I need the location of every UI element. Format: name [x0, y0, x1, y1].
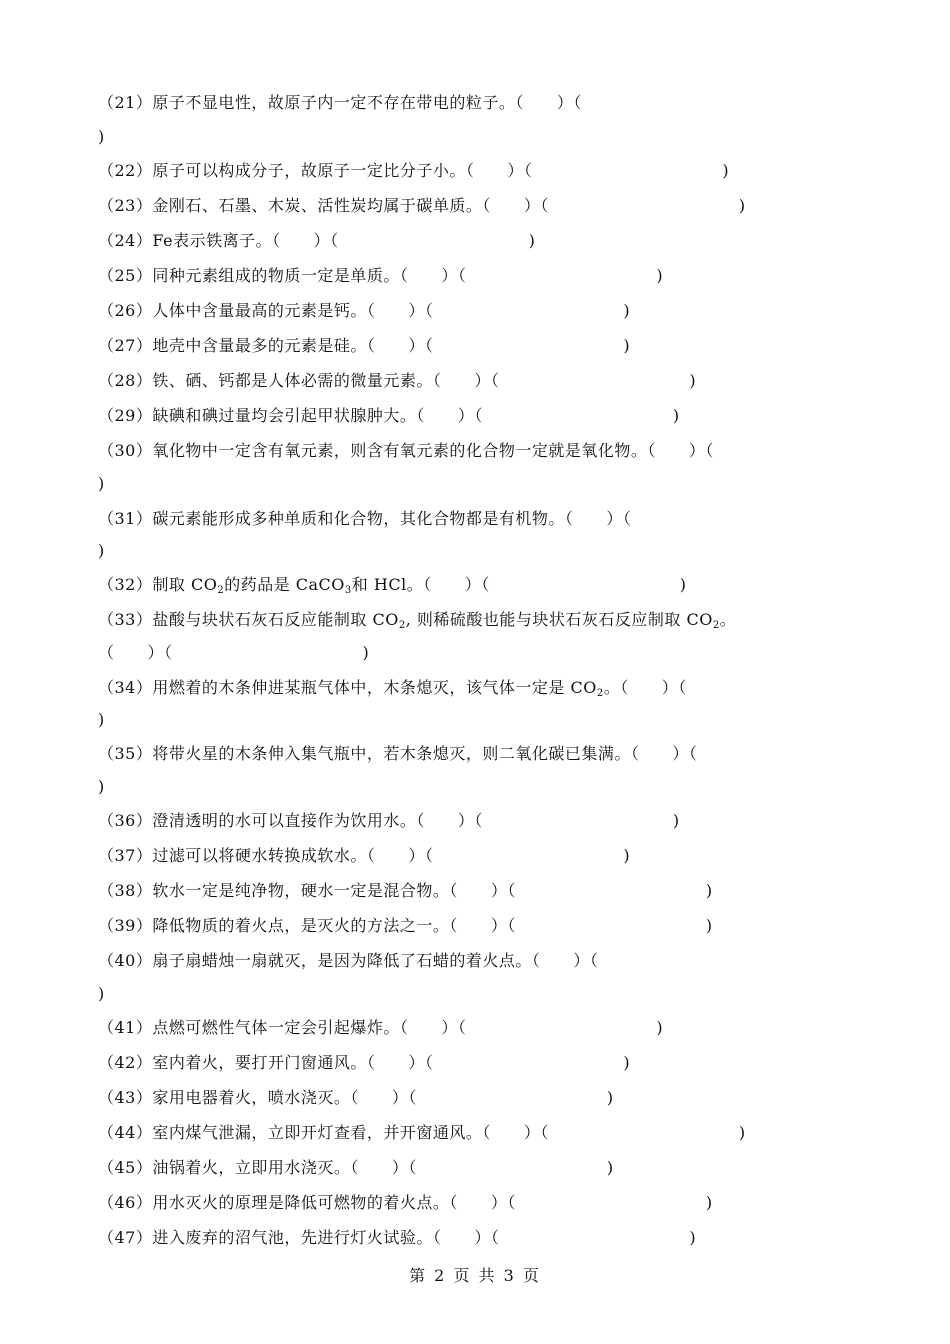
question-41: （41）点燃可燃性气体一定会引起爆炸。（ ）（ ): [98, 1018, 664, 1037]
question-30-cont: ): [98, 474, 105, 493]
question-44: （44）室内煤气泄漏，立即开灯查看，并开窗通风。（ ）（ ): [98, 1123, 746, 1142]
question-35: （35）将带火星的木条伸入集气瓶中，若木条熄灭，则二氧化碳已集满。（ ）（: [98, 744, 698, 763]
question-40-cont: ): [98, 984, 105, 1003]
question-32: （32）制取 $CO_2$的药品是 CaCO$_3$和 HCl。（ ）（ ): [98, 575, 687, 596]
question-33-cont: （ ）（ ): [98, 643, 370, 662]
question-21: （21）原子不显电性，故原子内一定不存在带电的粒子。（ ）（: [98, 93, 582, 112]
question-21-cont: ): [98, 127, 105, 146]
question-27: （27）地壳中含量最多的元素是硅。（ ）（ ): [98, 336, 631, 355]
question-25: （25）同种元素组成的物质一定是单质。（ ）（ ): [98, 266, 664, 285]
question-34: （34）用燃着的木条伸进某瓶气体中，木条熄灭，该气体一定是 $CO_2$。（ ）（: [98, 678, 687, 699]
question-30: （30）氧化物中一定含有氧元素，则含有氧元素的化合物一定就是氧化物。（ ）（: [98, 441, 714, 460]
question-39: （39）降低物质的着火点，是灭火的方法之一。（ ）（ ): [98, 916, 713, 935]
question-36: （36）澄清透明的水可以直接作为饮用水。（ ）（ ): [98, 811, 680, 830]
question-26: （26）人体中含量最高的元素是钙。（ ）（ ): [98, 301, 631, 320]
question-31-cont: ): [98, 541, 105, 560]
question-42: （42）室内着火，要打开门窗通风。（ ）（ ): [98, 1053, 631, 1072]
question-35-cont: ): [98, 777, 105, 796]
question-47: （47）进入废弃的沼气池，先进行灯火试验。（ ）（ ): [98, 1228, 697, 1247]
question-29: （29）缺碘和碘过量均会引起甲状腺肿大。（ ）（ ): [98, 406, 680, 425]
question-46: （46）用水灭火的原理是降低可燃物的着火点。（ ）（ ): [98, 1193, 713, 1212]
question-45: （45）油锅着火，立即用水浇灭。（ ）（ ): [98, 1158, 614, 1177]
question-37: （37）过滤可以将硬水转换成软水。（ ）（ ): [98, 846, 631, 865]
question-24: （24）Fe表示铁离子。（ ）（ ): [98, 231, 536, 250]
question-28: （28）铁、硒、钙都是人体必需的微量元素。（ ）（ ): [98, 371, 697, 390]
page-footer: 第 2 页 共 3 页: [409, 1266, 541, 1285]
question-31: （31）碳元素能形成多种单质和化合物，其化合物都是有机物。（ ）（: [98, 509, 632, 528]
question-34-cont: ): [98, 710, 105, 729]
question-33: （33）盐酸与块状石灰石反应能制取 $CO_2$, 则稀硫酸也能与块状石灰石反应制取 $CO_2$。: [98, 610, 737, 631]
question-38: （38）软水一定是纯净物，硬水一定是混合物。（ ）（ ): [98, 881, 713, 900]
question-23: （23）金刚石、石墨、木炭、活性炭均属于碳单质。（ ）（ ): [98, 196, 746, 215]
question-40: （40）扇子扇蜡烛一扇就灭，是因为降低了石蜡的着火点。（ ）（: [98, 951, 599, 970]
question-22: （22）原子可以构成分子，故原子一定比分子小。（ ）（ ): [98, 161, 730, 180]
question-43: （43）家用电器着火，喷水浇灭。（ ）（ ): [98, 1088, 614, 1107]
